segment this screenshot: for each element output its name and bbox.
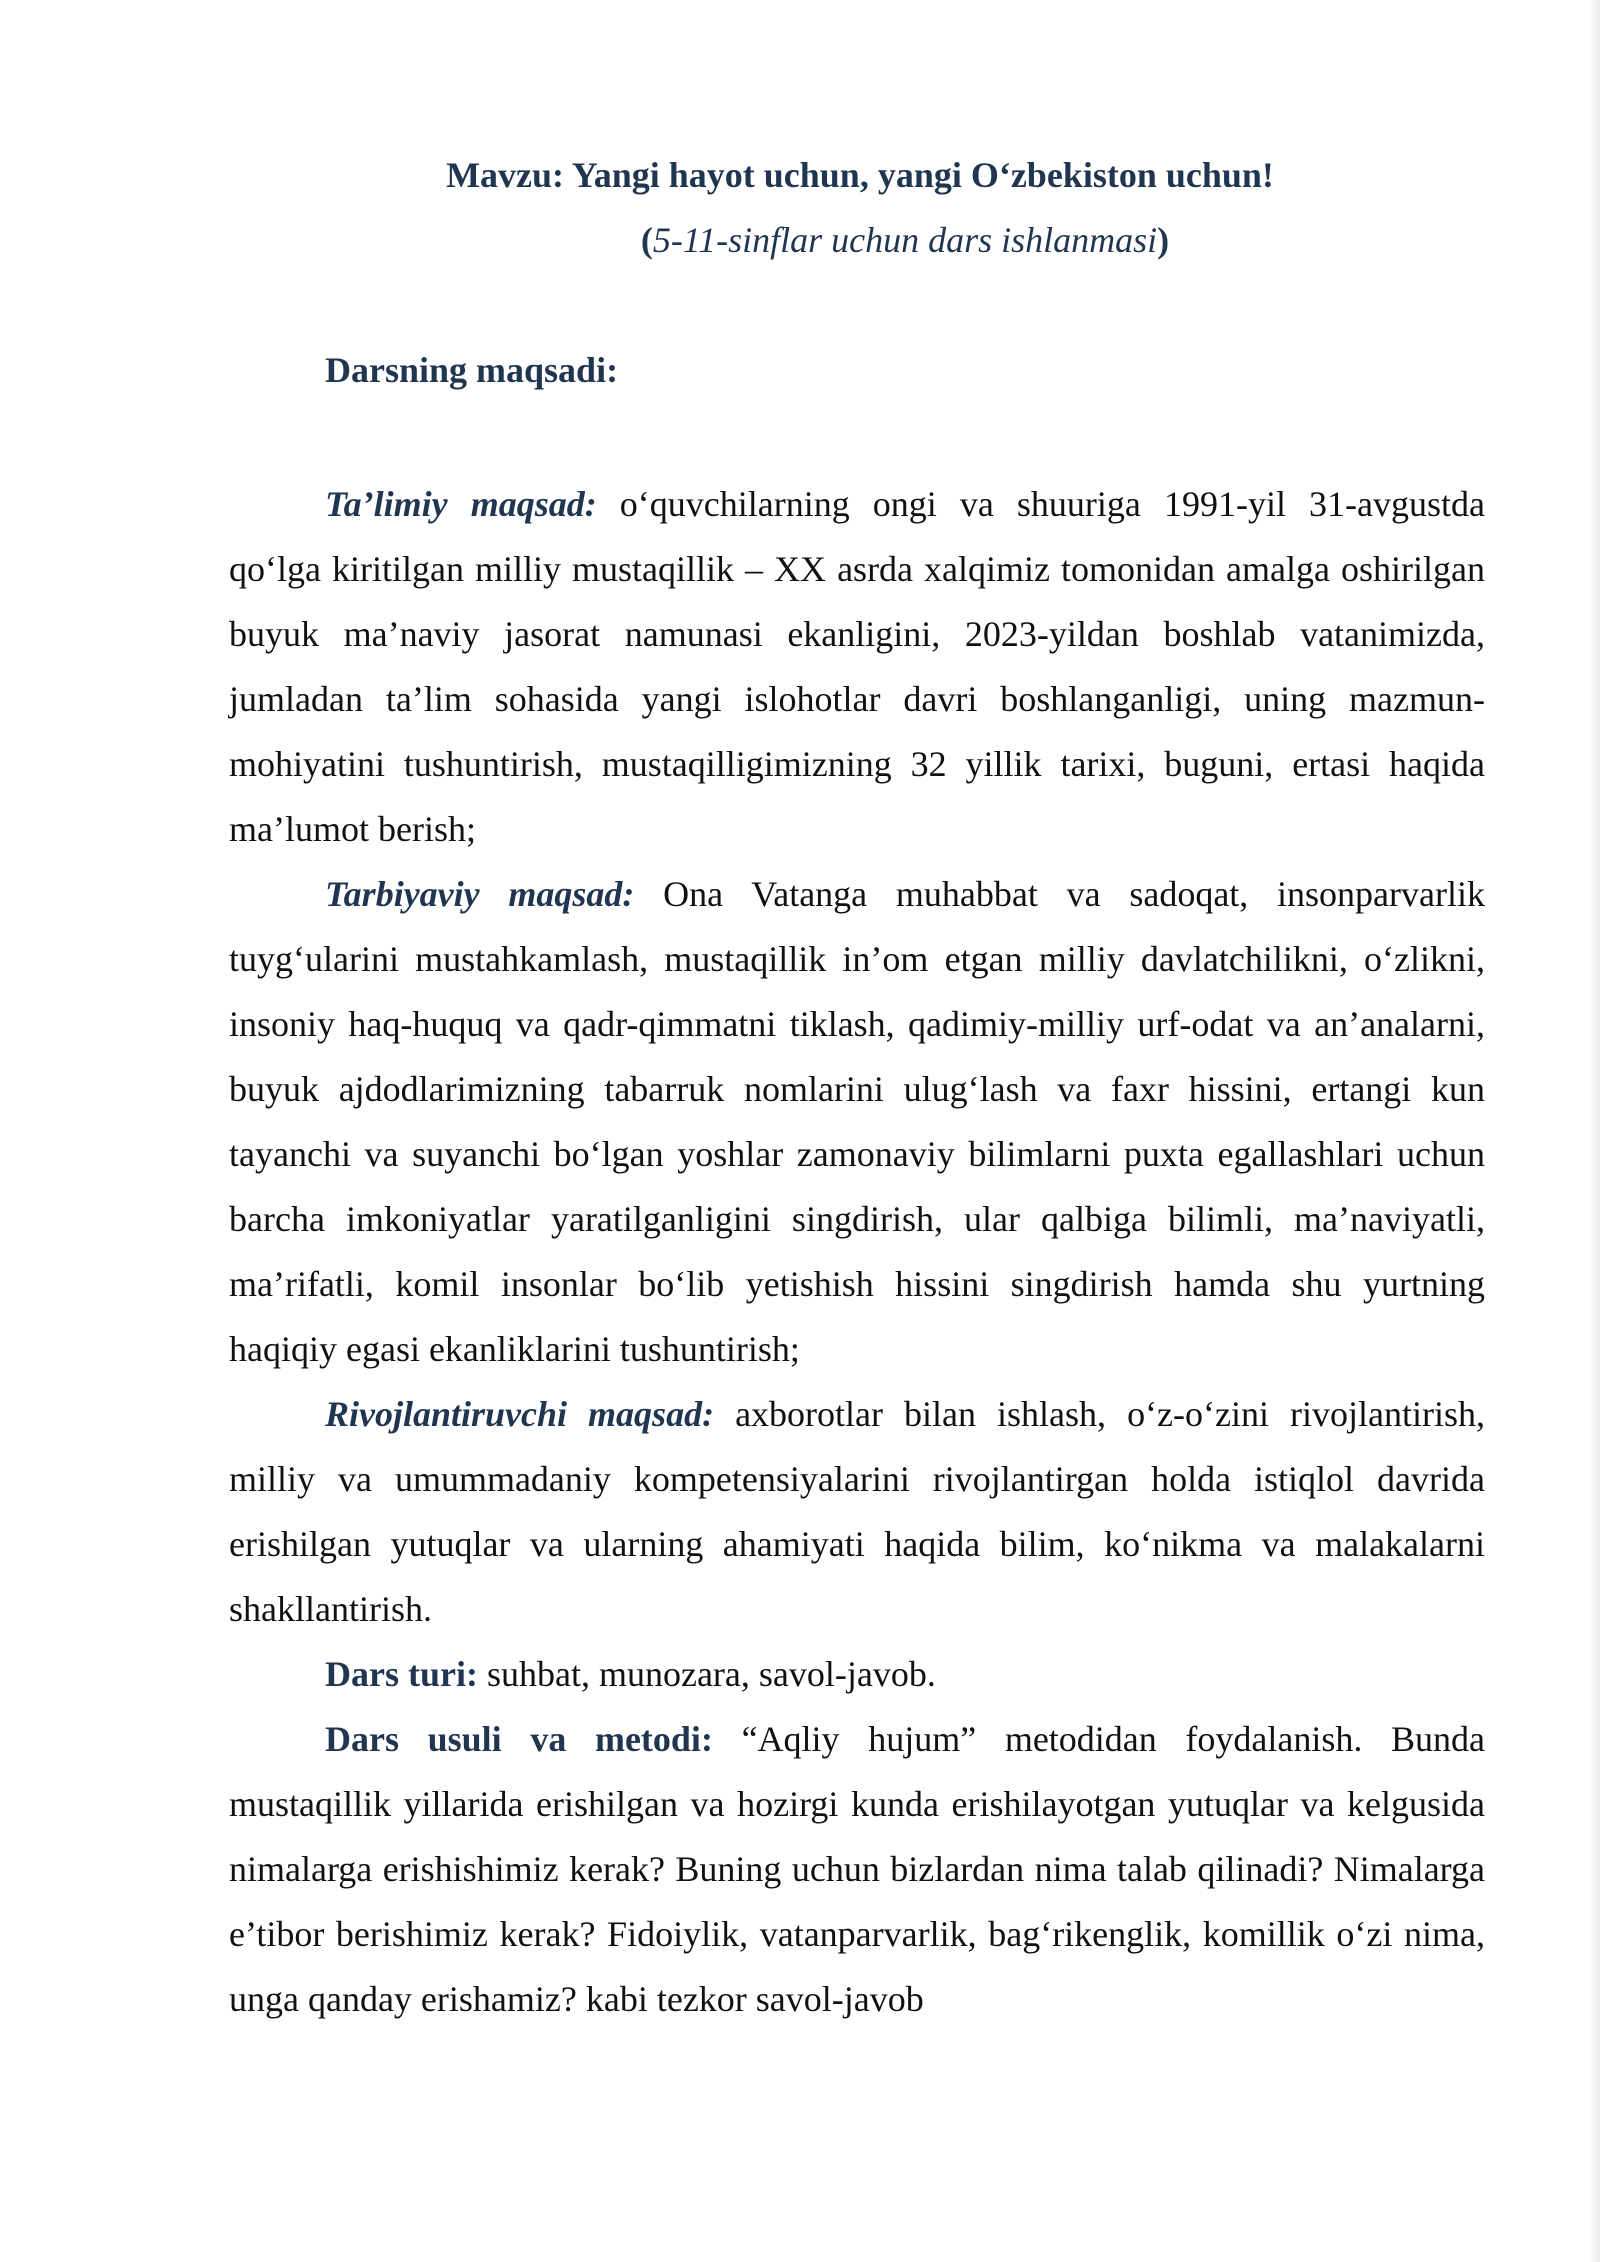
paragraph-label: Dars usuli va metodi: <box>325 1719 713 1759</box>
paragraph-label: Dars turi: <box>325 1654 478 1694</box>
subtitle-open-paren: ( <box>640 220 653 260</box>
paragraph-lesson-method <box>229 1707 1485 2032</box>
page-edge-shadow <box>1588 0 1600 2262</box>
subtitle-close-paren: ) <box>1157 220 1170 260</box>
document-subtitle <box>0 215 1600 265</box>
paragraph-label: Ta’limiy maqsad: <box>325 484 597 524</box>
paragraph-label: Rivojlantiruvchi maqsad: <box>325 1394 715 1434</box>
paragraph-text: o‘quvchilarning ongi va shuuriga 1991-yil 31-avgustda qo‘lga kiritilgan milliy mustaqillik – XX asrda xalqimiz tomonidan amalga oshirilgan buyuk ma’naviy jasorat namunasi ekanligini, 2023-yildan boshlab vatanimizda, jumladan ta’lim sohasida yangi islohotlar davri boshlanganligi, uning mazmun-mohiyatini tushuntirish, mustaqilligimizning 32 yillik tarixi, buguni, ertasi haqida ma’lumot berish; <box>229 484 1485 849</box>
paragraph-text: Ona Vatanga muhabbat va sadoqat, insonparvarlik tuyg‘ularini mustahkamlash, mustaqillik in’om etgan milliy davlatchilikni, o‘zlikni, insoniy haq-huquq va qadr-qimmatni tiklash, qadimiy-milliy urf-odat va an’analarni, buyuk ajdodlarimizning tabarruk nomlarini ulug‘lash va faxr hissini, ertangi kun tayanchi va suyanchi bo‘lgan yoshlar zamonaviy bilimlarni puxta egallashlari uchun barcha imkoniyatlar yaratilganligini singdirish, ular qalbiga bilimli, ma’naviyatli, ma’rifatli, komil insonlar bo‘lib yetishish hissini singdirish hamda shu yurtning haqiqiy egasi ekanliklarini tushuntirish; <box>229 874 1485 1369</box>
paragraph-label: Tarbiyaviy maqsad: <box>325 874 635 914</box>
paragraph-developmental-goal <box>229 1382 1485 1642</box>
paragraph-educational-goal <box>229 472 1485 862</box>
paragraph-lesson-type <box>229 1642 1485 1707</box>
paragraph-text: axborotlar bilan ishlash, o‘z-o‘zini rivojlantirish, milliy va umummadaniy kompetensiyalarini rivojlantirgan holda istiqlol davrida erishilgan yutuqlar va ularning ahamiyati haqida bilim, ko‘nikma va malakalarni shakllantirish. <box>229 1394 1485 1629</box>
document-title: Mavzu: Yangi hayot uchun, yangi O‘zbekiston uchun! <box>446 155 1274 195</box>
document-body <box>229 472 1485 2032</box>
paragraph-upbringing-goal <box>229 862 1485 1382</box>
paragraph-text: suhbat, munozara, savol-javob. <box>477 1654 936 1694</box>
section-heading-goals: Darsning maqsadi: <box>325 350 619 390</box>
subtitle-text: 5-11-sinflar uchun dars ishlanmasi <box>652 220 1158 260</box>
paragraph-text: “Aqliy hujum” metodidan foydalanish. Bunda mustaqillik yillarida erishilgan va hozirgi kunda erishilayotgan yutuqlar va kelgusida nimalarga erishishimiz kerak? Buning uchun bizlardan nima talab qilinadi? Nimalarga e’tibor berishimiz kerak? Fidoiylik, vatanparvarlik, bag‘rikenglik, komillik o‘zi nima, unga qanday erishamiz? kabi tezkor savol-javob <box>229 1719 1486 2019</box>
